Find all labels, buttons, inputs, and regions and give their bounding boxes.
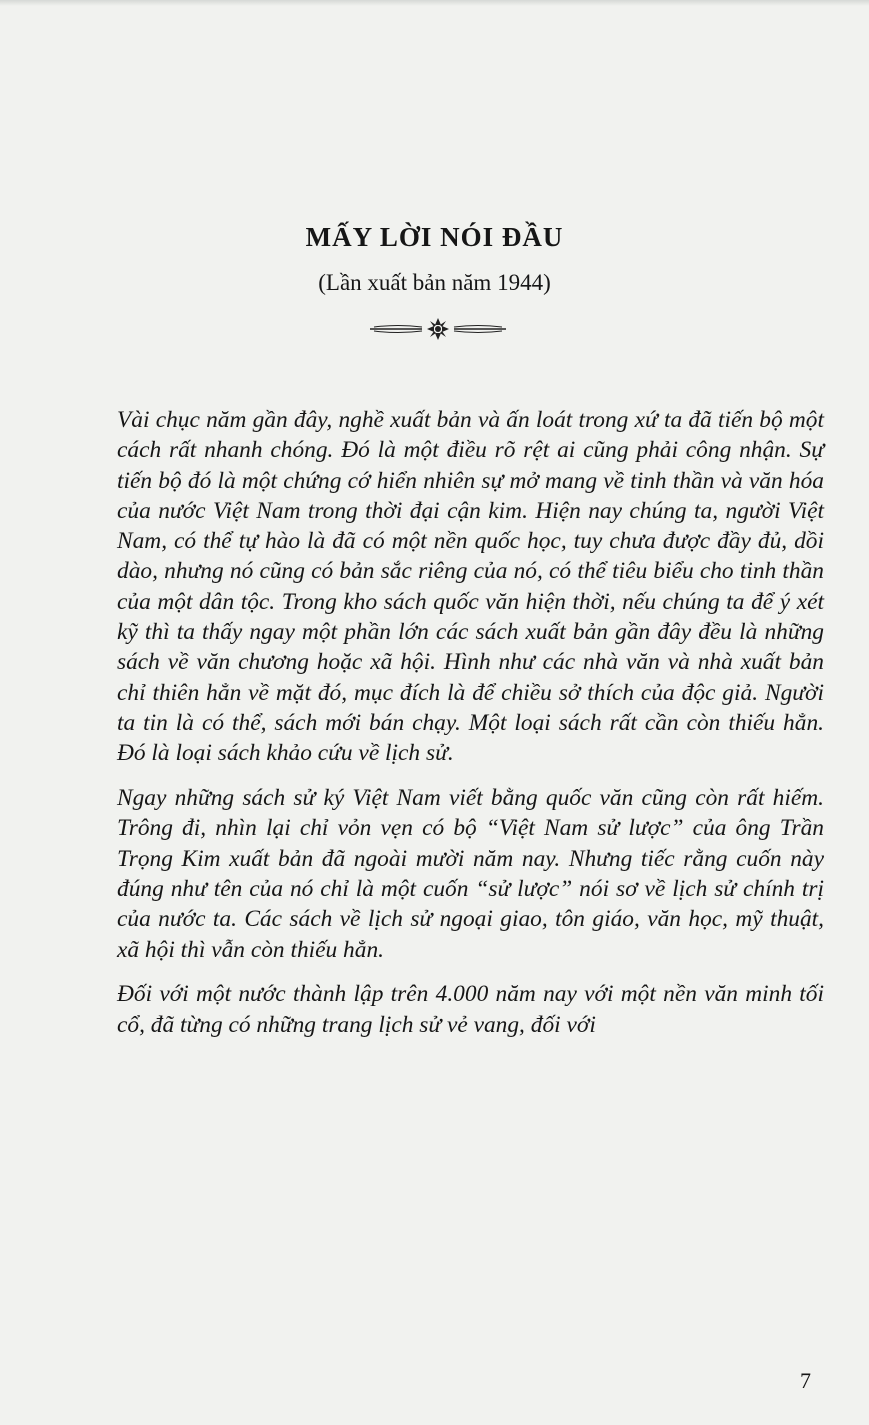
page-number: 7 — [800, 1368, 811, 1393]
body-text — [117, 405, 824, 1040]
paragraph-1: Vài chục năm gần đây, nghề xuất bản và ấn loát trong xứ ta đã tiến bộ một cách rất nhanh chóng. Đó là một điều rõ rệt ai cũng phải công nhận. Sự tiến bộ đó là một chứng cớ hiển nhiên sự mở mang về tinh thần và văn hóa của nước Việt Nam trong thời đại cận kim. Hiện nay chúng ta, người Việt Nam, có thể tự hào là đã có một nền quốc học, tuy chưa được đầy đủ, dồi dào, nhưng nó cũng có bản sắc riêng của nó, có thể tiêu biểu cho tinh thần của một dân tộc. Trong kho sách quốc văn hiện thời, nếu chúng ta để ý xét kỹ thì ta thấy ngay một phần lớn các sách xuất bản gần đây đều là những sách về văn chương hoặc xã hội. Hình như các nhà văn và nhà xuất bản chỉ thiên hẳn về mặt đó, mục đích là để chiều sở thích của độc giả. Người ta tin là có thể, sách mới bán chạy. Một loại sách rất cần còn thiếu hẳn. Đó là loại sách khảo cứu về lịch sử. — [117, 407, 824, 767]
page-title: MẤY LỜI NÓI ĐẦU — [305, 222, 564, 252]
page-top-edge — [0, 0, 869, 6]
fleuron-divider-icon — [368, 316, 508, 342]
page-subtitle: (Lần xuất bản năm 1944) — [318, 270, 551, 295]
paragraph-2: Ngay những sách sử ký Việt Nam viết bằng quốc văn cũng còn rất hiếm. Trông đi, nhìn lại chỉ vỏn vẹn có bộ “Việt Nam sử lược” của ông Trần Trọng Kim xuất bản đã ngoài mười năm nay. Nhưng tiếc rằng cuốn này đúng như tên của nó chỉ là một cuốn “sử lược” nói sơ về lịch sử chính trị của nước ta. Các sách về lịch sử ngoại giao, tôn giáo, văn học, mỹ thuật, xã hội thì vẫn còn thiếu hẳn. — [117, 785, 824, 963]
paragraph-3: Đối với một nước thành lập trên 4.000 năm nay với một nền văn minh tối cổ, đã từng có những trang lịch sử vẻ vang, đối với — [117, 981, 824, 1038]
